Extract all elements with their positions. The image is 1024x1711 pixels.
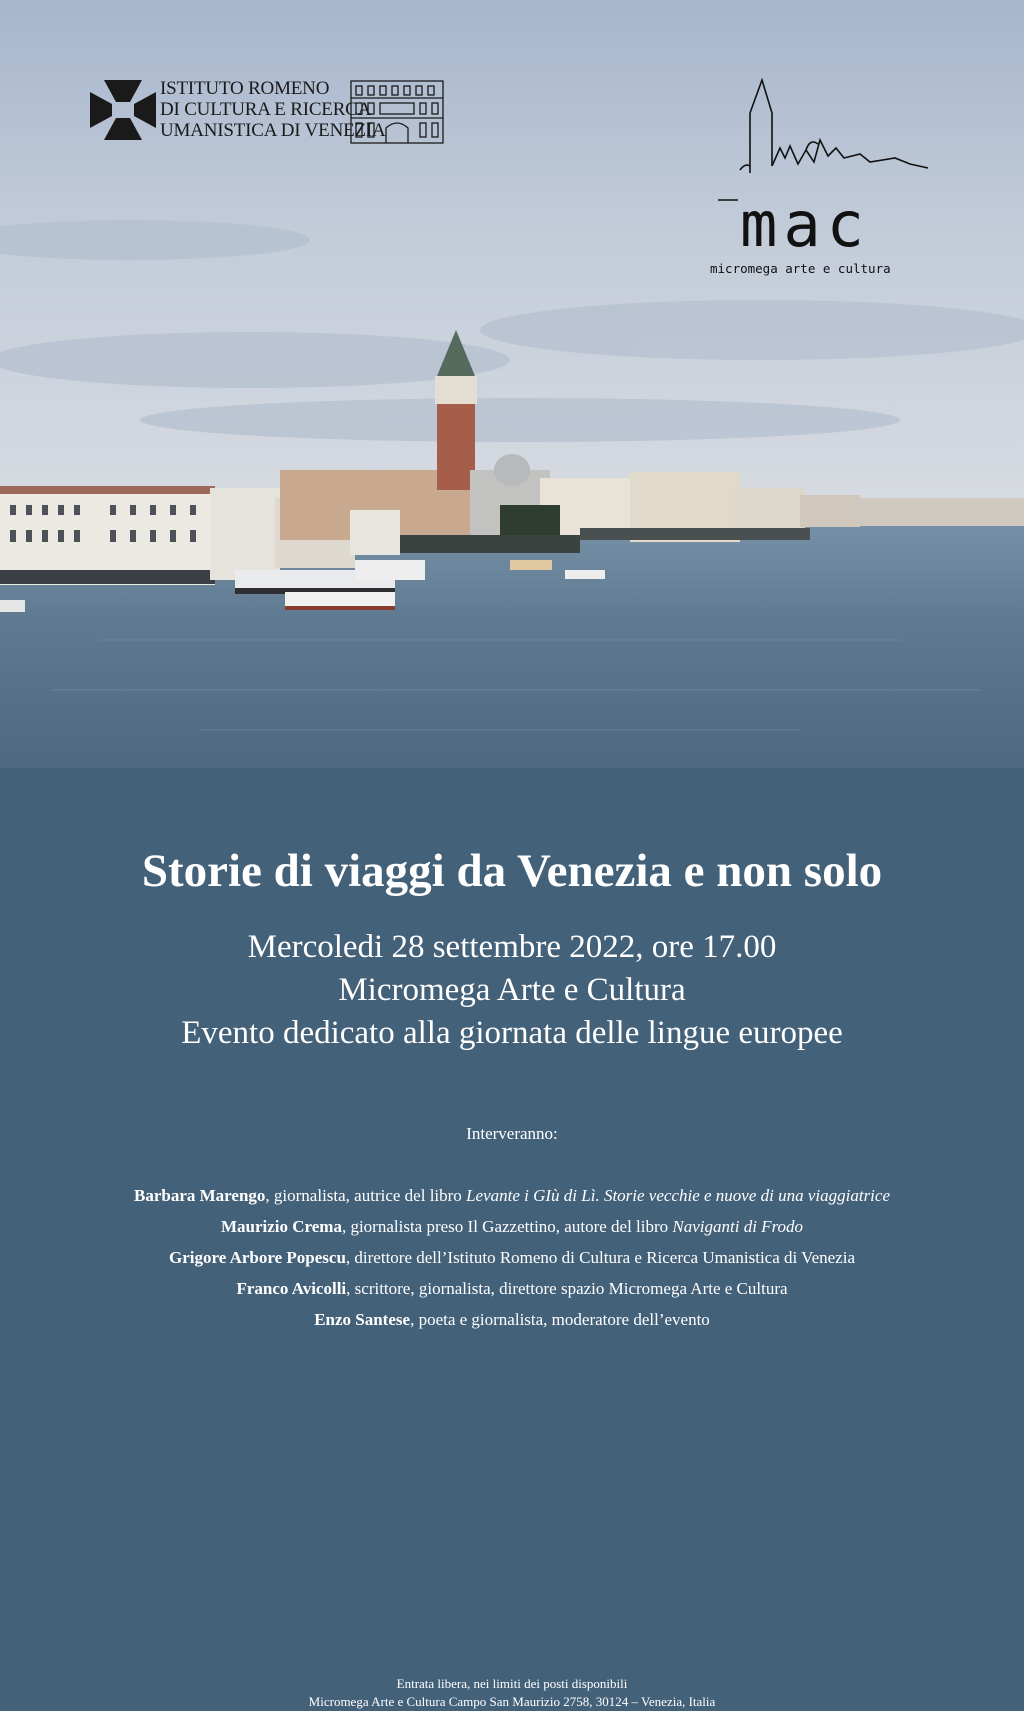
speaker-work: Naviganti di Frodo xyxy=(672,1217,804,1236)
speaker-name: Maurizio Crema xyxy=(220,1217,342,1236)
cross-emblem-icon xyxy=(90,80,156,140)
venice-sketch-icon xyxy=(710,78,940,188)
event-venue: Micromega Arte e Cultura xyxy=(338,972,686,1008)
event-date: Mercoledi 28 settembre 2022, ore 17.00 xyxy=(247,929,777,965)
speakers-intro: Interveranno: xyxy=(466,1124,558,1143)
speaker-item xyxy=(0,1304,1024,1335)
speaker-desc: , giornalista, autrice del libro xyxy=(265,1186,467,1205)
micromega-logo xyxy=(710,78,940,278)
speakers-list xyxy=(0,1180,1024,1335)
event-title: Storie di viaggi da Venezia e non solo xyxy=(141,845,883,897)
mac-wordmark: mac xyxy=(740,188,870,261)
speaker-name: Franco Avicolli xyxy=(236,1279,347,1298)
speaker-item xyxy=(0,1211,1024,1242)
footer xyxy=(0,1675,1024,1711)
speaker-desc: , direttore dell’Istituto Romeno di Cultura e Ricerca Umanistica di Venezia xyxy=(345,1248,855,1267)
speaker-item xyxy=(0,1273,1024,1304)
footer-entry-note: Entrata libera, nei limiti dei posti disponibili xyxy=(396,1676,628,1691)
event-info xyxy=(0,926,1024,1055)
irc-line-1: ISTITUTO ROMENO xyxy=(160,78,330,99)
speaker-desc: , giornalista preso Il Gazzettino, autore del libro xyxy=(341,1217,673,1236)
istituto-romeno-logo xyxy=(90,78,450,148)
speaker-name: Enzo Santese xyxy=(314,1310,411,1329)
speaker-work: Levante i GIù di Lì. Storie vecchie e nuove di una viaggiatrice xyxy=(466,1186,890,1205)
event-occasion: Evento dedicato alla giornata delle lingue europee xyxy=(181,1015,843,1051)
mac-tagline: micromega arte e cultura xyxy=(710,261,891,276)
speaker-name: Grigore Arbore Popescu xyxy=(169,1248,346,1267)
irc-line-2: DI CULTURA E RICERCA xyxy=(160,99,372,120)
speaker-item xyxy=(0,1180,1024,1211)
speaker-name: Barbara Marengo xyxy=(134,1186,266,1205)
footer-address: Micromega Arte e Cultura Campo San Maurizio 2758, 30124 – Venezia, Italia xyxy=(308,1694,716,1709)
event-panel xyxy=(0,768,1024,1709)
irc-line-3: UMANISTICA DI VENEZIA xyxy=(160,120,386,141)
speaker-item xyxy=(0,1242,1024,1273)
speaker-desc: , poeta e giornalista, moderatore dell’evento xyxy=(410,1310,710,1329)
speaker-desc: , scrittore, giornalista, direttore spazio Micromega Arte e Cultura xyxy=(346,1279,788,1298)
palazzo-facade-icon xyxy=(350,78,444,144)
